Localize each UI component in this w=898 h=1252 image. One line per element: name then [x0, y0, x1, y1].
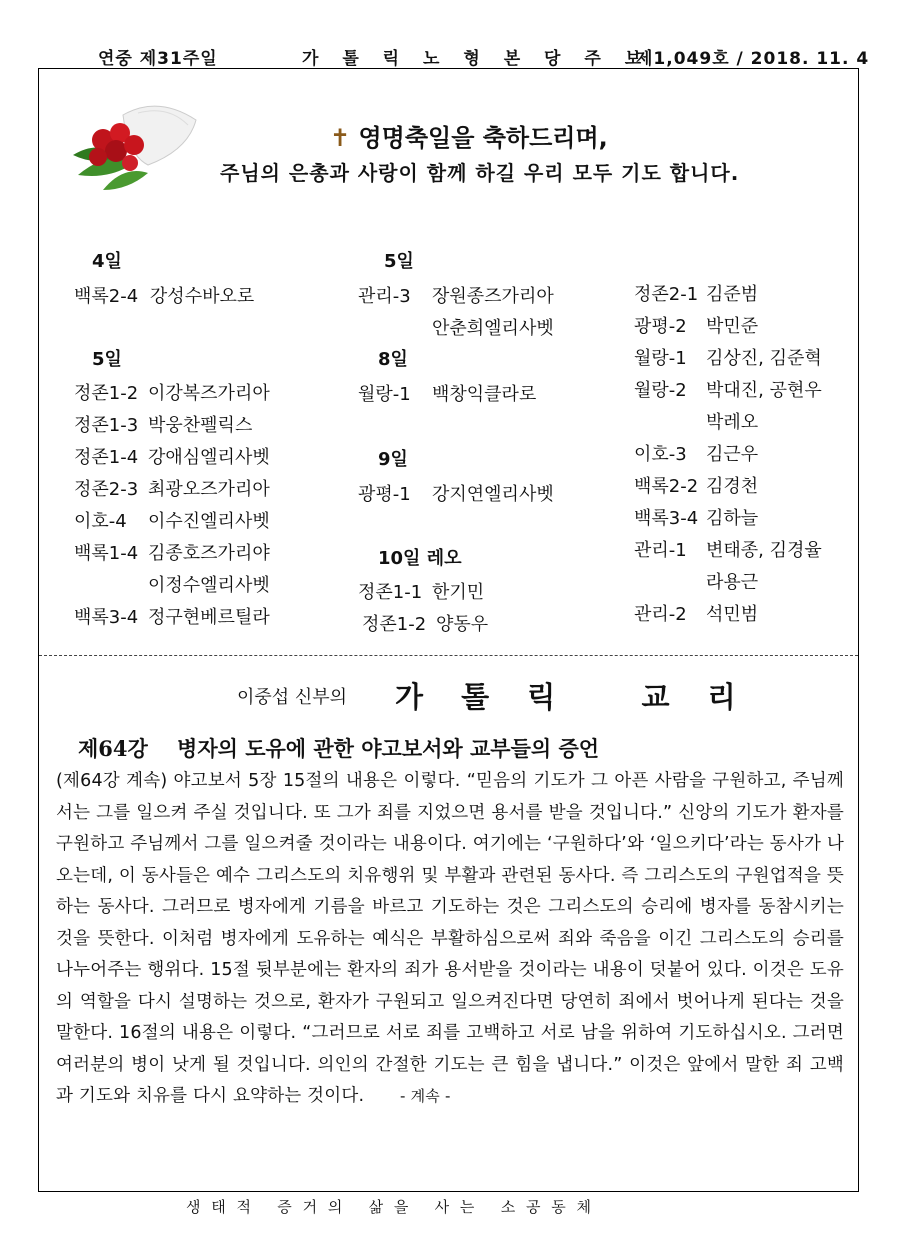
- bulletin-title: 가 톨 릭 노 형 본 당 주 보: [302, 49, 651, 69]
- list-item: 이호-3 김근우: [634, 444, 759, 465]
- district: 백록2-4: [74, 286, 139, 307]
- list-item: 백록3-4 김하늘: [634, 508, 759, 529]
- lesson-body: [56, 766, 844, 1113]
- list-item: 이호-4 이수진엘리사벳: [74, 511, 270, 532]
- list-item: 월랑-1 백창익클라로: [358, 384, 537, 405]
- day-heading: 9일: [378, 449, 408, 470]
- lesson-text: (제64강 계속) 야고보서 5장 15절의 내용은 이렇다. “믿음의 기도가 그 아픈 사람을 구원하고, 주님께서는 그를 일으켜 주실 것입니다. 또 그가 죄를 지었으면 용서를 받을 것입니다.” 신앙의 기도가 환자를 구원하고 주님께서 그를 일으켜줄 것이라는 내용이다. 여기에는 ‘구원하다’와 ‘일으키다’라는 동사가 나오는데, 이 동사들은 예수 그리스도의 치유행위 및 부활과 관련된 동사다. 즉 그리스도의 구원업적을 뜻하는 동사다. 그러므로 병자에게 기름을 바르고 기도하는 것은 그리스도의 승리에 병자를 동참시키는 것을 뜻한다. 이처럼 병자에게 도유하는 예식은 부활하심으로써 죄와 죽음을 이긴 그리스도의 승리를 나누어주는 행위다. 15절 뒷부분에는 환자의 죄가 용서받을 것이라는 내용이 덧붙어 있다. 이것은 도유의 역할을 다시 설명하는 것으로, 환자가 구원되고 일으켜진다면 당연히 죄에서 벗어나게 된다는 것을 말한다. 16절의 내용은 이렇다. “그러므로 서로 죄를 고백하고 서로 남을 위하여 기도하십시오. 그러면 여러분의 병이 낫게 될 것입니다. 의인의 간절한 기도는 큰 힘을 냅니다.” 이것은 앞에서 말한 죄 고백과 기도와 치유를 다시 요약하는 것이다.: [56, 771, 844, 1106]
- list-item: 정존1-4 강애심엘리사벳: [74, 447, 270, 468]
- list-item: 백록3-4 정구현베르틸라: [74, 607, 270, 628]
- list-item: 백록2-2 김경천: [634, 476, 759, 497]
- list-item: 정존1-2 이강복즈가리아: [74, 383, 270, 404]
- list-item: 관리-2 석민범: [634, 604, 759, 625]
- list-item: 정존1-1 한기민: [358, 582, 485, 603]
- day-heading: 8일: [378, 349, 408, 370]
- list-item: 광평-2 박민준: [634, 316, 759, 337]
- list-item: 관리-3 장원종즈가리아: [358, 286, 554, 307]
- list-item: 백록1-4 김종호즈가리야: [74, 543, 270, 564]
- issue-number-date: 제1,049호 / 2018. 11. 4: [636, 49, 870, 69]
- list-item: 라용근: [706, 572, 759, 593]
- day-heading: 4일: [92, 251, 122, 272]
- day-list: [74, 379, 270, 635]
- list-item: 광평-1 강지연엘리사벳: [358, 484, 554, 505]
- catechism-author: 이중섭 신부의: [237, 687, 348, 708]
- list-item: 이정수엘리사벳: [148, 575, 270, 596]
- issue-week: 연중 제31주일: [98, 49, 218, 69]
- list-item: 월랑-1 김상진, 김준혁: [634, 348, 822, 369]
- section-divider: [39, 655, 858, 656]
- list-item: 안춘희엘리사벳: [432, 318, 554, 339]
- footer-motto: 생 태 적 증 거 의 삶 을 사 는 소 공 동 체: [186, 1198, 594, 1216]
- cross-icon: ✝: [330, 124, 351, 152]
- day-heading: 10일 레오: [378, 548, 462, 569]
- list-item: 정존1-2 양동우: [362, 614, 489, 635]
- list-item: 정존2-1 김준범: [634, 284, 759, 305]
- feast-name: 강성수바오로: [149, 286, 255, 307]
- continued-mark: - 계속 -: [400, 1087, 451, 1105]
- list-item: 월랑-2 박대진, 공현우: [634, 380, 822, 401]
- day-heading: 5일: [384, 251, 414, 272]
- list-item: 관리-1 변태종, 김경율: [634, 540, 822, 561]
- list-item: 박레오: [706, 412, 759, 433]
- list-item: 정존2-3 최광오즈가리아: [74, 479, 270, 500]
- catechism-title: 가 톨 릭 교 리: [395, 680, 750, 714]
- list-item: 정존1-3 박웅찬펠릭스: [74, 415, 253, 436]
- greeting-line1: [330, 118, 608, 153]
- lesson-title: 제64강 병자의 도유에 관한 야고보서와 교부들의 증언: [78, 736, 600, 761]
- greeting-line2: 주님의 은총과 사랑이 함께 하길 우리 모두 기도 합니다.: [220, 161, 740, 185]
- list-item: [74, 282, 254, 308]
- greeting-text: 영명축일을 축하드리며,: [358, 124, 608, 152]
- rose-bouquet-icon: [68, 95, 203, 195]
- day-list: [634, 280, 822, 632]
- day-heading: 5일: [92, 349, 122, 370]
